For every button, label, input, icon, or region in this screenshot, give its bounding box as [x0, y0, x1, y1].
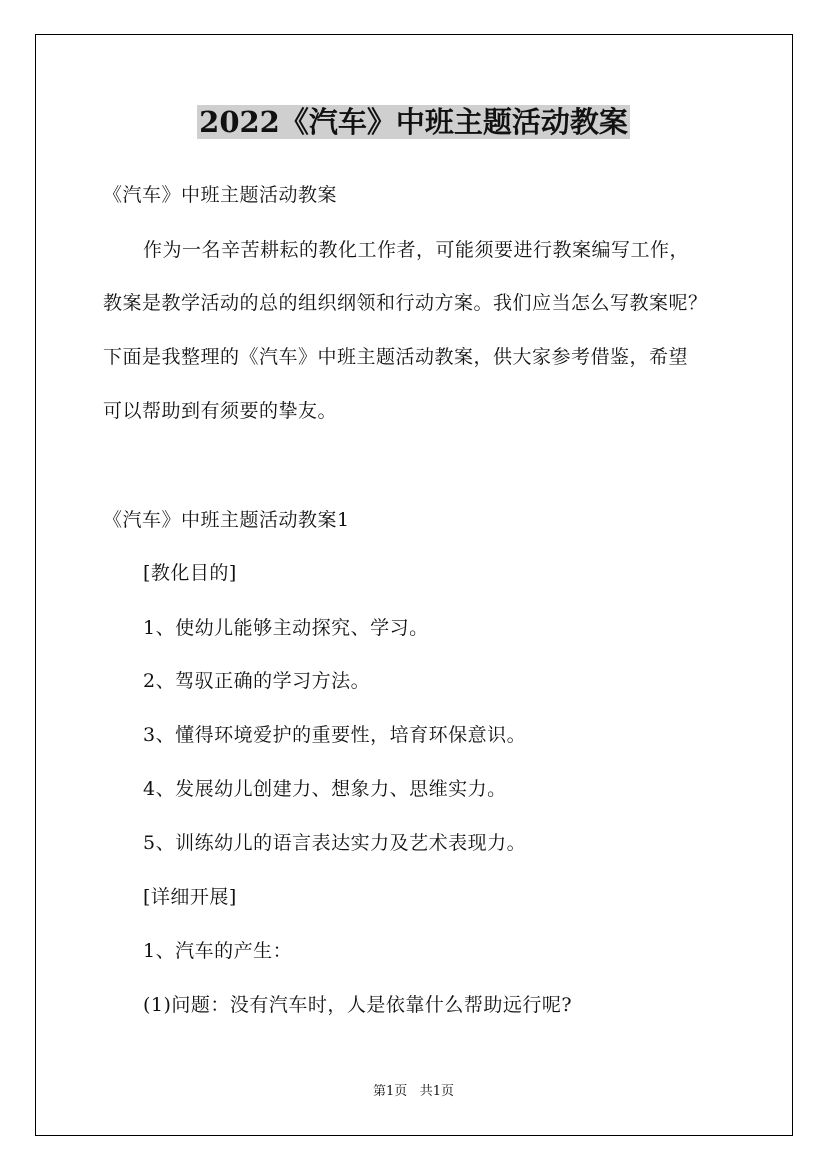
process-item: 1、汽车的产生：	[143, 940, 293, 962]
document-title	[0, 102, 827, 142]
intro-line: 下面是我整理的《汽车》中班主题活动教案，供大家参考借鉴，希望	[103, 346, 689, 368]
page-total: 共1页	[419, 1084, 454, 1099]
process-heading: [详细开展]	[143, 886, 237, 908]
page-footer	[0, 1083, 827, 1101]
process-question: (1)问题：没有汽车时，人是依靠什么帮助远行呢?	[143, 994, 573, 1016]
goal-item: 1、使幼儿能够主动探究、学习。	[143, 617, 429, 639]
goal-item: 2、驾驭正确的学习方法。	[143, 670, 371, 692]
doc-subtitle: 《汽车》中班主题活动教案	[103, 184, 338, 206]
intro-line: 作为一名辛苦耕耘的教化工作者，可能须要进行教案编写工作，	[143, 239, 690, 261]
goal-item: 5、训练幼儿的语言表达实力及艺术表现力。	[143, 832, 527, 854]
title-highlight: 2022《汽车》中班主题活动教案	[199, 105, 628, 139]
intro-line: 可以帮助到有须要的挚友。	[103, 400, 338, 422]
intro-line: 教案是教学活动的总的组织纲领和行动方案。我们应当怎么写教案呢？	[103, 292, 708, 314]
page-number: 第1页	[373, 1084, 408, 1099]
section-heading: 《汽车》中班主题活动教案1	[103, 509, 350, 531]
goal-item: 3、懂得环境爱护的重要性，培育环保意识。	[143, 724, 527, 746]
goal-item: 4、发展幼儿创建力、想象力、思维实力。	[143, 778, 507, 800]
goals-heading: [教化目的]	[143, 562, 237, 584]
